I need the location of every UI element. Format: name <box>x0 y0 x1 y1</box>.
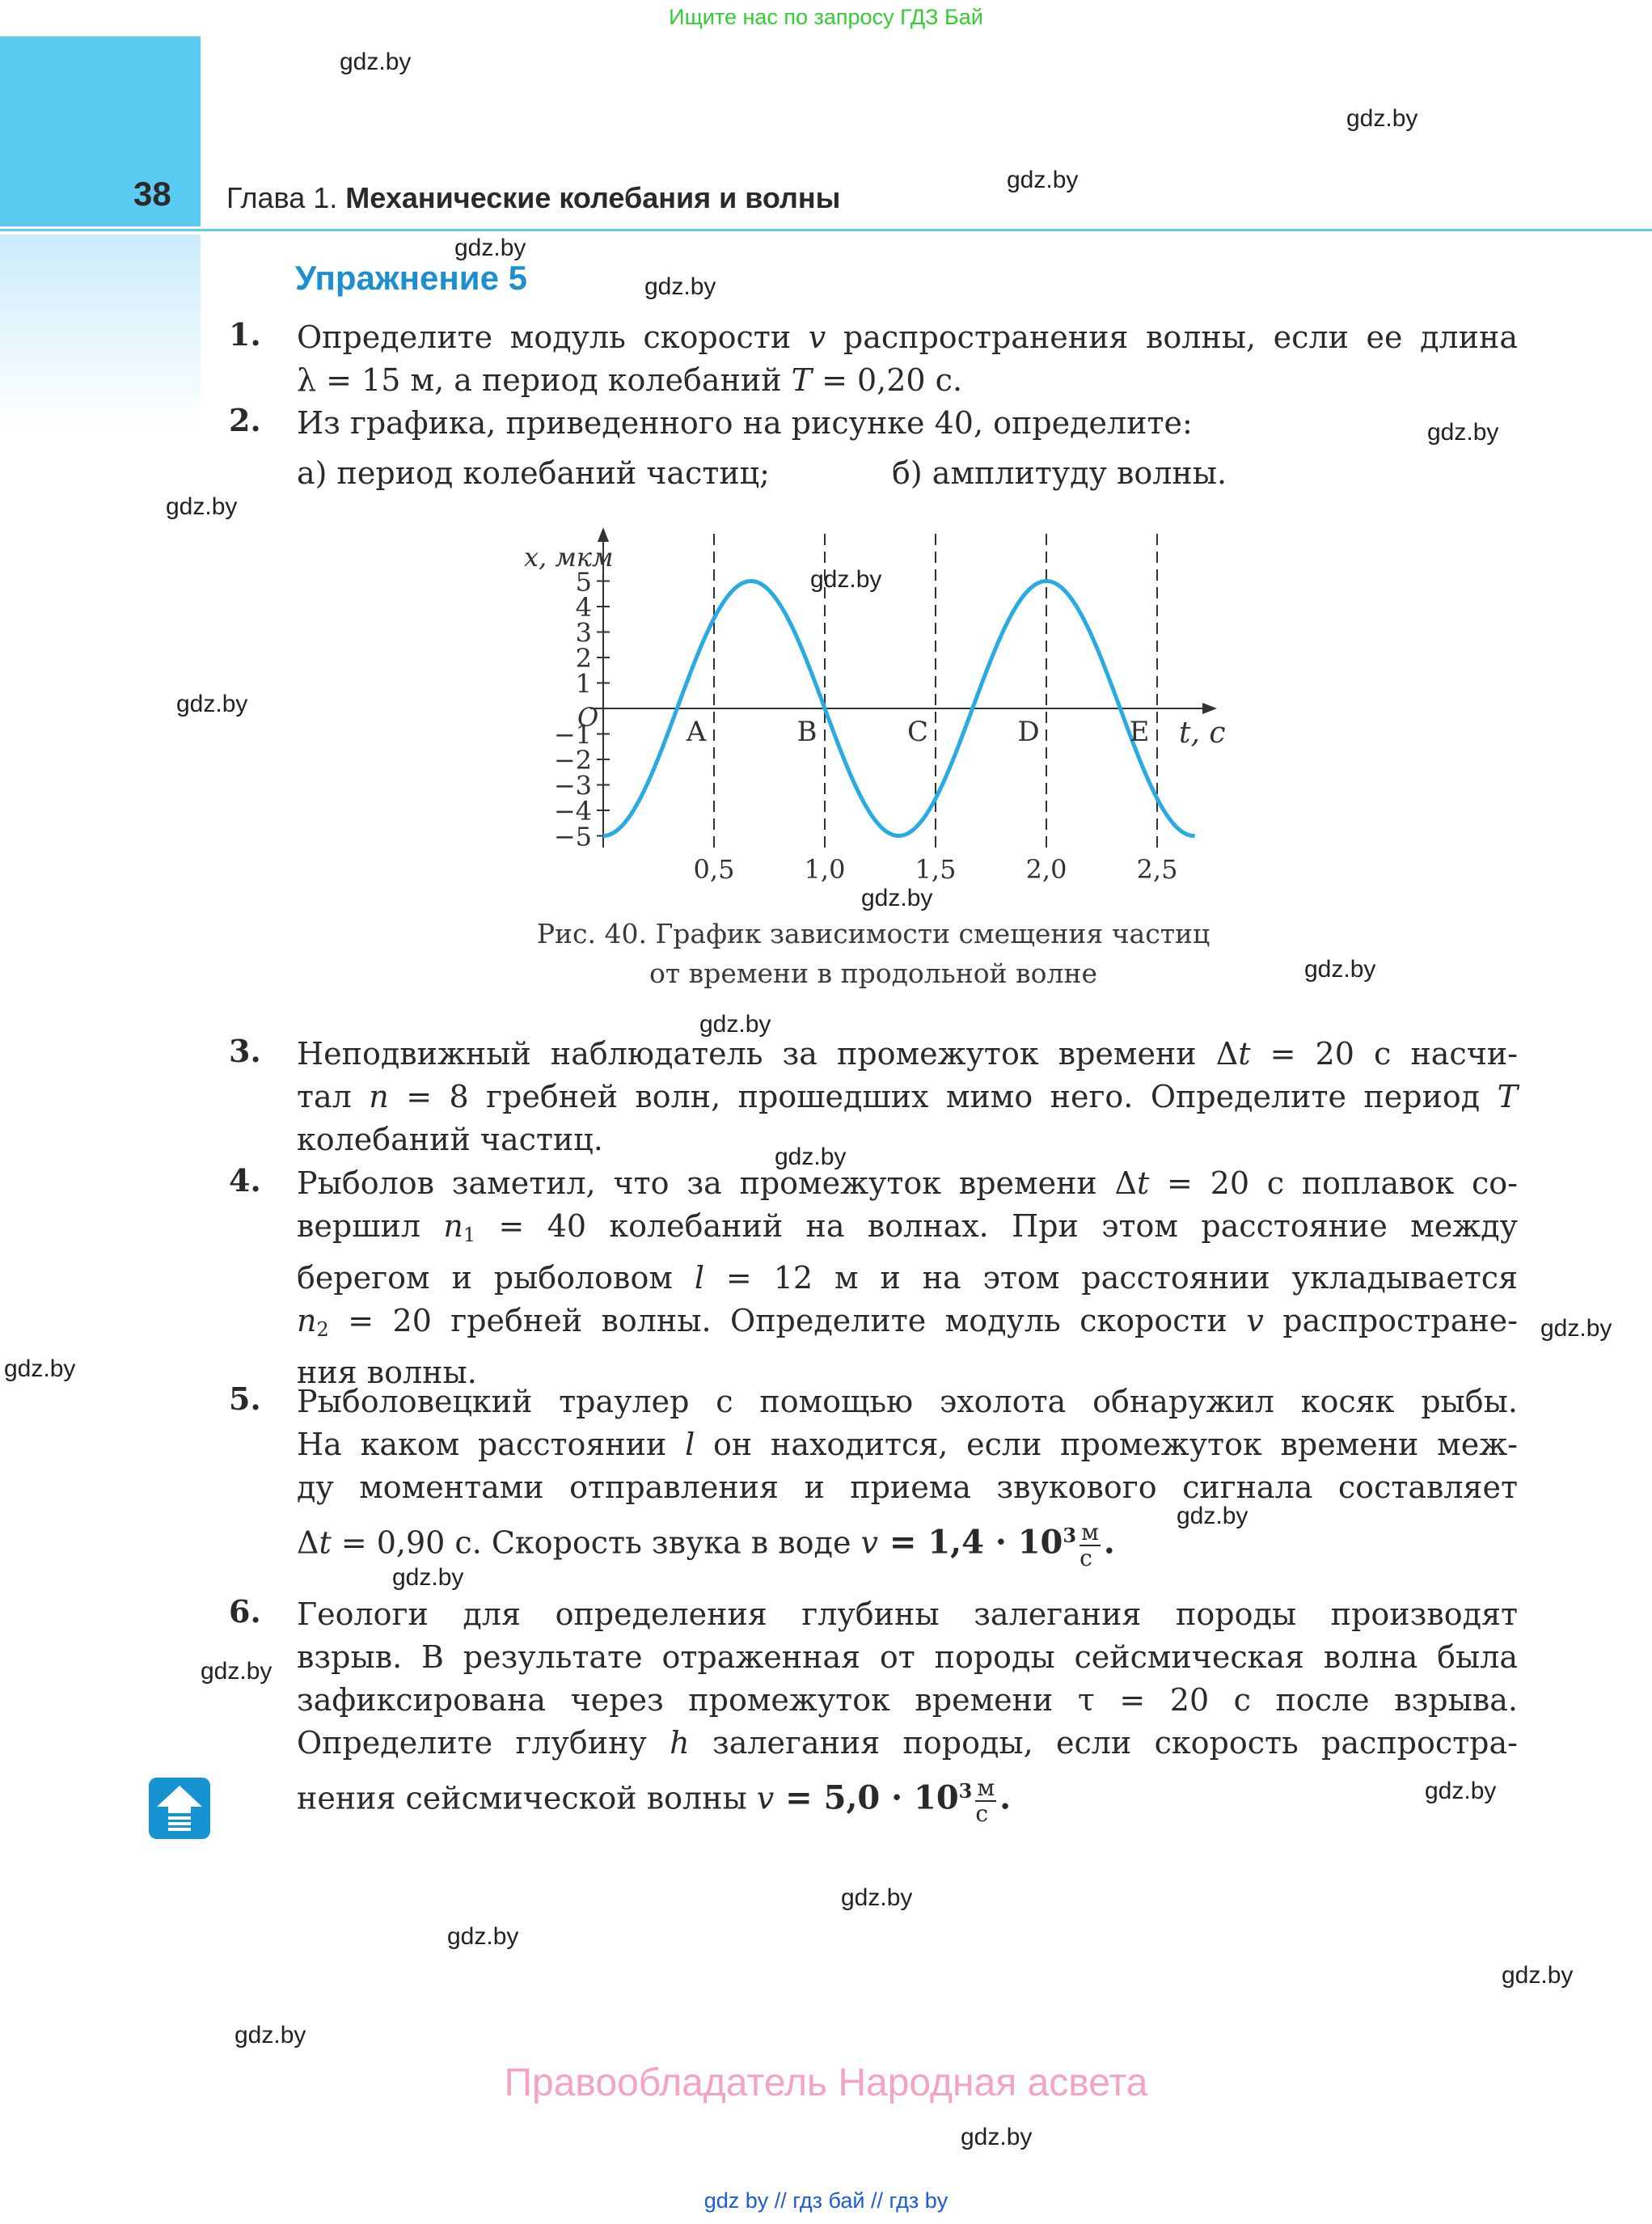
watermark: gdz.by <box>454 235 526 261</box>
problem-4: Рыболов заметил, что за промежуток времени Δt = 20 с поплавок со- вершил $n_1 = 40$ колебаний на волнах. При этом расстояние между берегом и рыболовом l = 12 м и на этом расстоянии укладывается $n_2 = 20$ гребней волны. Определите модуль скорости v распростране- ния волны. <box>297 1165 1519 1390</box>
y-tick-label: 3 <box>575 617 592 649</box>
watermark: gdz.by <box>775 1144 847 1170</box>
caption-line-1: Рис. 40. График зависимости смещения частиц <box>536 918 1210 949</box>
copyright-notice: Правообладатель Народная асвета <box>504 2061 1148 2104</box>
watermark: gdz.by <box>1304 956 1376 983</box>
watermark: gdz.by <box>1427 419 1499 446</box>
problem-4-number: 4. <box>229 1162 261 1199</box>
caption-line-2: от времени в продольной волне <box>649 958 1097 989</box>
problem-6: Геологи для определения глубины залегания породы производят взрыв. В результате отраженная от породы сейсмическая волна была зафиксирована через промежуток времени τ = 20 с после взрыва. Определите глубину h залегания породы, если скорость распростра- нения сейсмической волны $v = 5,0 \cdot 10^3$ $\frac{м}{с}$ . <box>297 1596 1518 1828</box>
problem-6-number: 6. <box>229 1593 261 1630</box>
chapter-title: Механические колебания и волны <box>345 181 841 214</box>
origin-label: O <box>577 702 599 733</box>
figure-caption <box>453 914 1294 993</box>
x-axis-arrow <box>1202 703 1217 714</box>
x-tick-label: 1,5 <box>915 854 957 885</box>
y-axis-arrow <box>598 527 609 542</box>
watermark: gdz.by <box>644 273 716 300</box>
problem-2-number: 2. <box>229 402 261 438</box>
watermark: gdz.by <box>340 49 412 75</box>
watermark: gdz.by <box>861 885 933 911</box>
watermark: gdz.by <box>961 2124 1033 2150</box>
y-tick-label: −1 <box>553 719 592 750</box>
problem-3-number: 3. <box>229 1033 261 1069</box>
top-search-banner: Ищите нас по запросу ГДЗ Бай <box>669 5 983 29</box>
watermark: gdz.by <box>810 566 882 593</box>
y-tick-label: 4 <box>575 592 592 623</box>
watermark: gdz.by <box>699 1011 771 1038</box>
watermark: gdz.by <box>841 1884 913 1911</box>
exercise-title: Упражнение 5 <box>295 259 527 297</box>
problem-2: Из графика, приведенного на рисунке 40, определите: <box>297 405 1193 441</box>
watermark: gdz.by <box>201 1658 273 1685</box>
x-axis-label: t, с <box>1179 717 1226 750</box>
bottom-links[interactable]: gdz by // гдз бай // гдз by <box>703 2188 949 2213</box>
chapter-label: Глава 1. <box>226 181 338 214</box>
unit-fraction-6: $\frac{м}{с}$ <box>975 1774 995 1828</box>
x-tick-label: 0,5 <box>693 854 735 885</box>
x-ticks <box>694 854 1178 885</box>
unit-fraction-5: $\frac{м}{с}$ <box>1080 1519 1099 1572</box>
home-button[interactable] <box>149 1778 210 1839</box>
chapter-heading <box>226 181 840 215</box>
home-arrow-icon <box>149 1778 210 1839</box>
x-tick-label: 2,5 <box>1136 854 1178 885</box>
y-tick-label: 2 <box>575 643 592 674</box>
watermark: gdz.by <box>234 2022 306 2049</box>
y-tick-label: 1 <box>575 668 592 700</box>
problem-5: Рыболовецкий траулер с помощью эхолота обнаружил косяк рыбы. На каком расстоянии l он находится, если промежуток времени меж- ду моментами отправления и приема звукового сигнала составляет Δt = 0,90 с. Скорость звука в воде $v = 1,4 \cdot 10^3$ $\frac{м}{с}$ . <box>297 1384 1518 1572</box>
header-rule <box>0 229 1652 231</box>
problem-5-number: 5. <box>229 1380 261 1417</box>
watermark: gdz.by <box>176 691 248 717</box>
side-gradient <box>0 235 201 429</box>
y-tick-label: −4 <box>553 796 592 827</box>
point-label: A <box>686 716 707 748</box>
point-label: C <box>906 716 929 748</box>
point-label: E <box>1129 716 1150 748</box>
y-tick-label: −5 <box>553 821 592 852</box>
point-labels <box>686 716 1150 748</box>
problem-2-part-a: а) период колебаний частиц; <box>297 455 770 491</box>
watermark: gdz.by <box>392 1564 464 1591</box>
y-axis-label: x, мкм <box>524 542 614 573</box>
problem-3: Неподвижный наблюдатель за промежуток времени Δt = 20 с насчи- тал n = 8 гребней волн, прошедших мимо него. Определите период T колебаний частиц. <box>297 1036 1518 1157</box>
watermark: gdz.by <box>1177 1503 1249 1529</box>
problem-1: Определите модуль скорости v распространения волны, если ее длина λ = 15 м, а период колебаний T = 0,20 с. <box>297 319 1518 398</box>
watermark: gdz.by <box>1540 1315 1612 1342</box>
watermark: gdz.by <box>4 1355 76 1382</box>
y-tick-label: 5 <box>575 566 592 598</box>
y-tick-label: −3 <box>553 770 592 801</box>
watermark: gdz.by <box>1346 105 1418 132</box>
watermark: gdz.by <box>1502 1962 1574 1989</box>
problem-1-number: 1. <box>229 316 261 353</box>
watermark: gdz.by <box>1007 167 1079 193</box>
point-label: D <box>1017 716 1040 748</box>
x-tick-label: 1,0 <box>804 854 846 885</box>
page-number: 38 <box>133 175 171 213</box>
x-tick-label: 2,0 <box>1025 854 1067 885</box>
problem-2-part-b: б) амплитуду волны. <box>892 455 1227 491</box>
watermark: gdz.by <box>1425 1778 1497 1804</box>
watermark: gdz.by <box>447 1923 519 1950</box>
y-tick-label: −2 <box>553 745 592 776</box>
watermark: gdz.by <box>166 493 238 520</box>
point-label: B <box>796 716 818 748</box>
